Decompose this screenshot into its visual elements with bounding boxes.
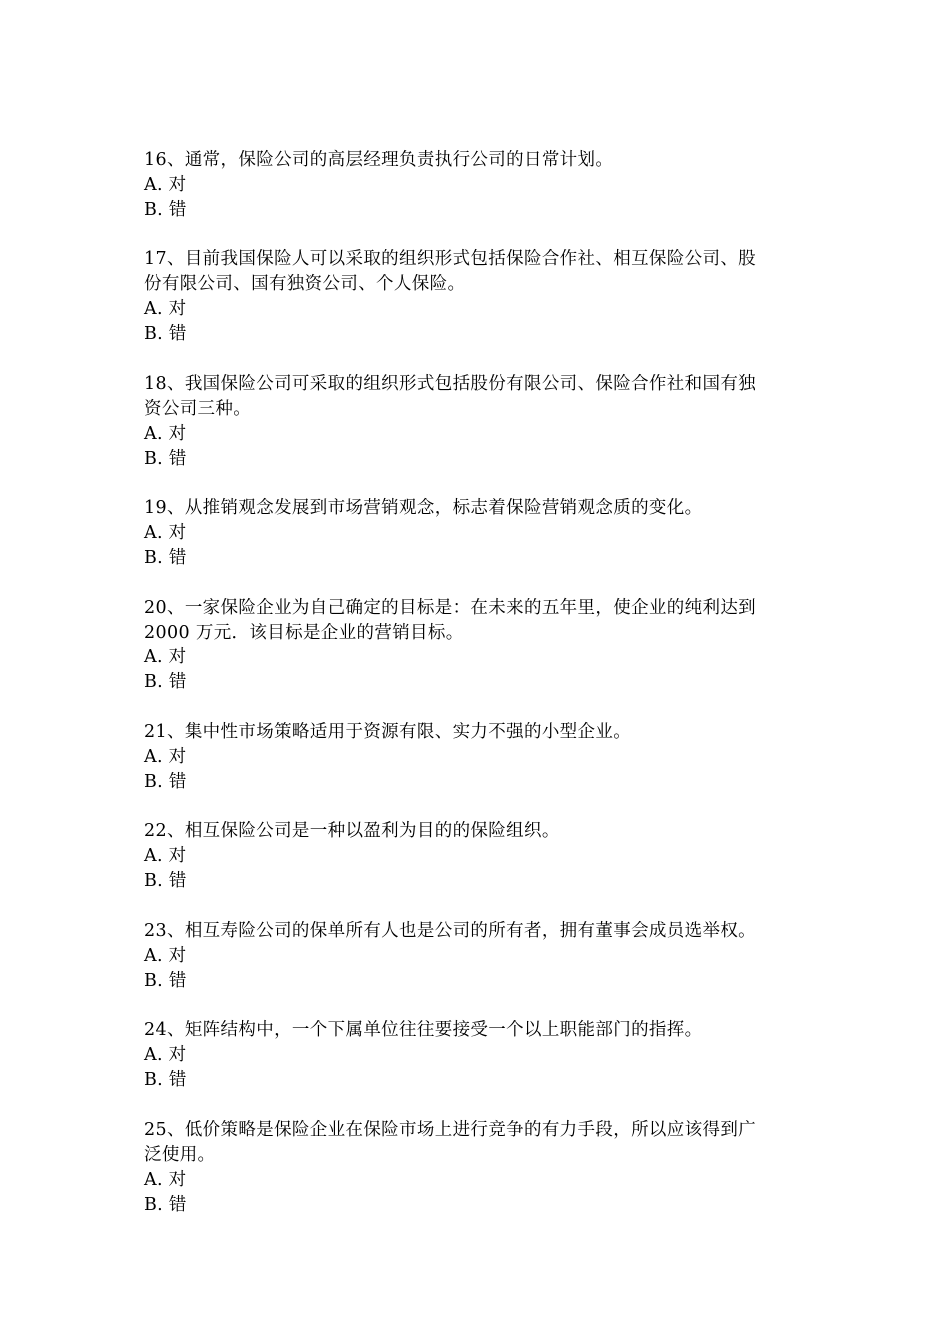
question-block [144, 1118, 808, 1218]
option-a: A. 对 [144, 174, 187, 195]
option-b: B. 错 [144, 672, 187, 693]
question-stem-line: 份有限公司、国有独资公司、个人保险。 [144, 274, 466, 295]
option-b: B. 错 [144, 324, 187, 345]
option-b: B. 错 [144, 1194, 187, 1215]
option-a: A. 对 [144, 1169, 187, 1190]
question-stem-line: 20、一家保险企业为自己确定的目标是：在未来的五年里，使企业的纯利达到 [144, 597, 757, 618]
option-a: A. 对 [144, 647, 187, 668]
question-stem-line: 23、相互寿险公司的保单所有人也是公司的所有者，拥有董事会成员选举权。 [144, 920, 757, 941]
question-block [144, 372, 808, 472]
option-b: B. 错 [144, 1070, 187, 1091]
question-stem-line: 17、目前我国保险人可以采取的组织形式包括保险合作社、相互保险公司、股 [144, 249, 757, 270]
question-stem-line: 18、我国保险公司可采取的组织形式包括股份有限公司、保险合作社和国有独 [144, 373, 757, 394]
option-b: B. 错 [144, 970, 187, 991]
question-stem-line: 21、集中性市场策略适用于资源有限、实力不强的小型企业。 [144, 722, 632, 743]
option-a: A. 对 [144, 846, 187, 867]
question-block [144, 247, 808, 347]
question-block [144, 148, 808, 223]
option-a: A. 对 [144, 945, 187, 966]
question-block [144, 1018, 808, 1093]
option-b: B. 错 [144, 871, 187, 892]
question-block [144, 596, 808, 696]
option-b: B. 错 [144, 199, 187, 220]
question-stem-line: 16、通常，保险公司的高层经理负责执行公司的日常计划。 [144, 150, 614, 170]
question-stem-line: 22、相互保险公司是一种以盈利为目的的保险组织。 [144, 821, 560, 842]
question-stem-line: 资公司三种。 [144, 398, 252, 419]
option-b: B. 错 [144, 771, 187, 792]
question-stem-line: 25、低价策略是保险企业在保险市场上进行竞争的有力手段，所以应该得到广 [144, 1119, 757, 1140]
question-block [144, 919, 808, 994]
option-a: A. 对 [144, 523, 187, 544]
option-a: A. 对 [144, 1045, 187, 1066]
question-block [144, 720, 808, 795]
option-a: A. 对 [144, 299, 187, 320]
option-b: B. 错 [144, 547, 187, 568]
question-stem-line: 泛使用。 [144, 1144, 216, 1165]
question-stem-line: 2000 万元．该目标是企业的营销目标。 [144, 622, 464, 643]
option-a: A. 对 [144, 746, 187, 767]
question-block [144, 819, 808, 894]
option-b: B. 错 [144, 448, 187, 469]
question-stem-line: 19、从推销观念发展到市场营销观念，标志着保险营销观念质的变化。 [144, 498, 703, 519]
question-list [144, 148, 808, 1242]
option-a: A. 对 [144, 423, 187, 444]
question-stem-line: 24、矩阵结构中，一个下属单位往往要接受一个以上职能部门的指挥。 [144, 1020, 703, 1041]
question-block [144, 496, 808, 571]
